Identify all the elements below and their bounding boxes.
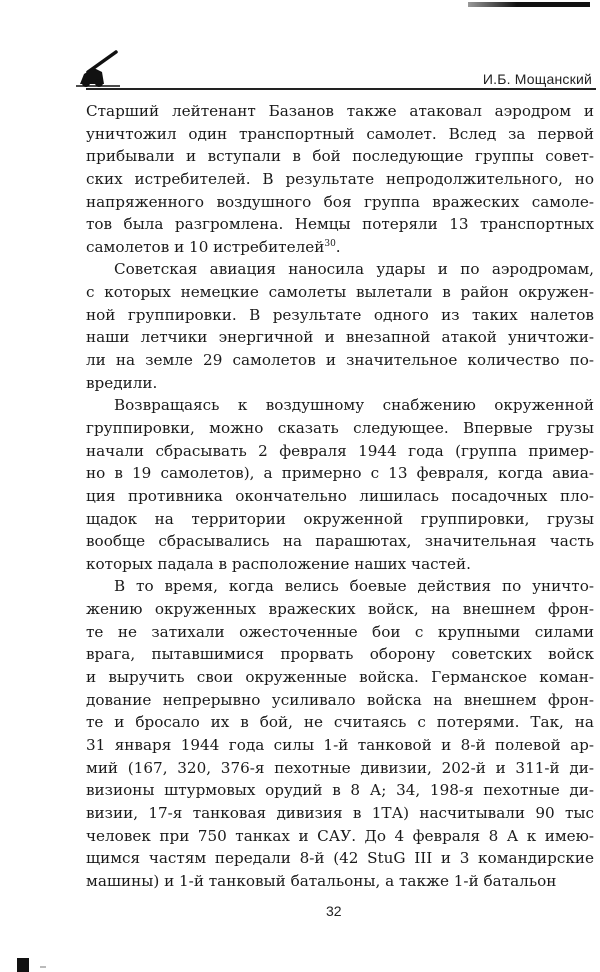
paragraph [86,100,594,258]
text-line [86,440,594,463]
scan-corner-mark [17,958,29,972]
text-line-content: вредили. [86,373,158,392]
text-line [86,598,594,621]
text-line-content: ция противника окончательно лишилась посадочных пло- [86,486,594,505]
text-line [86,870,594,893]
text-line [86,666,594,689]
top-scan-bar [468,2,590,7]
text-line-content: щадок на территории окруженной группировки, грузы [86,509,594,528]
footnote-ref: 30 [324,238,336,249]
text-line-content: и выручить свои окруженные войска. Германское коман- [86,668,594,687]
text-line [86,394,594,417]
paragraph [86,258,594,394]
text-line [86,191,594,214]
text-line [86,349,594,372]
text-line [86,281,594,304]
text-line-content: дование непрерывно усиливало войска на внешнем фрон- [86,690,594,709]
text-line-content: группировки, можно сказать следующее. Впервые грузы [86,418,594,437]
text-line [86,258,594,281]
text-line [86,304,594,327]
text-line [86,417,594,440]
text-line-content: врага, пытавшимися прорвать оборону советских войск [86,645,594,664]
text-line [86,508,594,531]
header-rule [86,88,596,90]
text-line-content: самолетов и 10 истребителей [86,237,325,256]
text-line [86,643,594,666]
text-line-content: В то время, когда велись боевые действия по уничто- [114,577,594,596]
text-line [86,236,594,259]
text-line-content: те и бросало их в бой, не считаясь с потерями. Так, на [86,713,594,732]
text-line-content: человек при 750 танках и САУ. До 4 февраля 8 А к имею- [86,826,594,845]
text-line-content: прибывали и вступали в бой последующие группы совет- [86,147,594,166]
artillery-gun-icon [74,48,122,88]
text-line-content: уничтожил один транспортный самолет. Вслед за первой [86,124,594,143]
text-line-content: мий (167, 320, 376-я пехотные дивизии, 202-й и 311-й ди- [86,758,594,777]
text-line-content: щимся частям передали 8-й (42 StuG III и 3 командирские [86,849,594,868]
page-body [86,100,594,892]
text-line [86,530,594,553]
text-line [86,825,594,848]
text-line-content: начали сбрасывать 2 февраля 1944 года (группа пример- [86,441,594,460]
text-line [86,711,594,734]
text-line-content: машины) и 1-й танковый батальоны, а также 1-й батальон [86,871,557,890]
text-line [86,123,594,146]
text-line [86,145,594,168]
text-line [86,621,594,644]
text-line [86,757,594,780]
text-line [86,847,594,870]
text-line-content: 31 января 1944 года силы 1-й танковой и 8-й полевой ар- [86,735,594,754]
text-line [86,802,594,825]
text-line [86,462,594,485]
paragraph [86,394,594,575]
text-line-content: которых падала в расположение наших частей. [86,554,471,573]
punctuation: . [335,237,341,256]
text-line-content: Советская авиация наносила удары и по аэродромам, [114,260,594,279]
text-line-content: визионы штурмовых орудий в 8 А; 34, 198-я пехотные ди- [86,781,594,800]
text-line [86,100,594,123]
text-line-content: с которых немецкие самолеты вылетали в район окружен- [86,283,594,302]
text-line-content: Старший лейтенант Базанов также атаковал аэродром и [86,102,594,120]
text-line-content: ли на земле 29 самолетов и значительное количество по- [86,351,594,370]
text-line-content: ских истребителей. В результате непродолжительного, но [86,169,594,188]
text-line-content: но в 19 самолетов), а примерно с 13 февраля, когда авиа- [86,464,594,483]
text-line [86,372,594,395]
text-line [86,485,594,508]
text-line-content: тов была разгромлена. Немцы потеряли 13 транспортных [86,215,594,234]
text-line [86,326,594,349]
text-line [86,553,594,576]
text-line [86,213,594,236]
text-line [86,168,594,191]
text-line [86,734,594,757]
running-header-author: И.Б. Мощанский [482,71,592,87]
text-line-content: Возвращаясь к воздушному снабжению окруженной [114,396,594,415]
text-line [86,575,594,598]
text-line [86,779,594,802]
text-line-content: жению окруженных вражеских войск, на внешнем фрон- [86,600,594,619]
text-line-content: напряженного воздушного боя группа вражеских самоле- [86,192,594,211]
text-line [86,689,594,712]
text-line-content: визии, 17-я танковая дивизия в 1ТА) насчитывали 90 тыс [86,803,594,822]
scan-corner-dash [40,966,46,968]
text-line-content: те не затихали ожесточенные бои с крупными силами [86,622,594,641]
text-line-content: наши летчики энергичной и внезапной атакой уничтожи- [86,328,594,347]
text-line-content: ной группировки. В результате одного из таких налетов [86,305,594,324]
paragraph [86,575,594,892]
page-number: 32 [326,903,342,919]
text-line-content: вообще сбрасывались на парашютах, значительная часть [86,532,594,551]
